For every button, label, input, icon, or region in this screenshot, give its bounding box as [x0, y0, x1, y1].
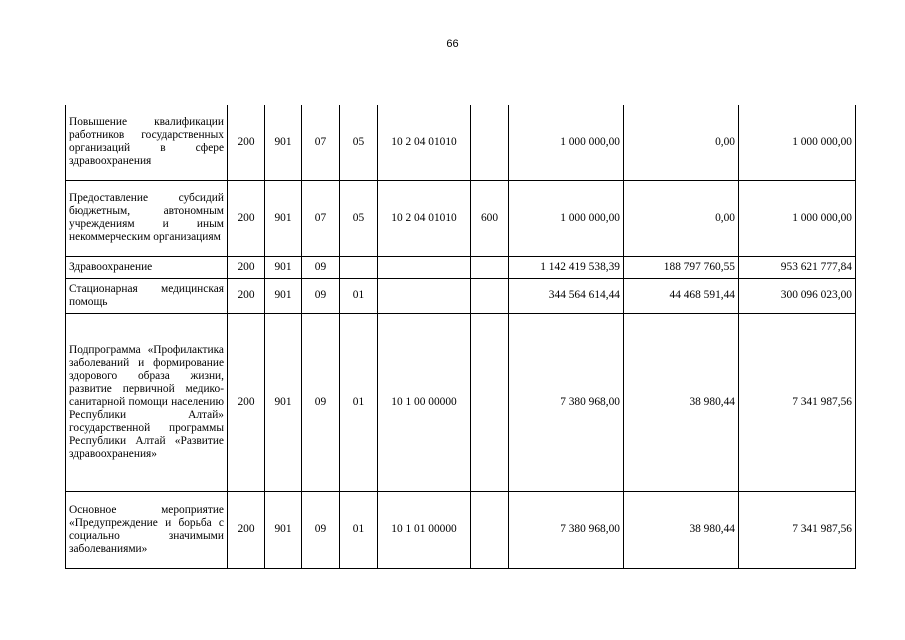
cell-ministry-code: 901	[265, 180, 302, 256]
cell-subsection: 05	[340, 180, 378, 256]
cell-expense-type	[471, 256, 509, 278]
cell-admin-code: 200	[228, 256, 265, 278]
cell-amount-republic: 7 341 987,56	[739, 313, 856, 491]
cell-admin-code: 200	[228, 491, 265, 568]
cell-target-article: 10 2 04 01010	[378, 180, 471, 256]
cell-target-article: 10 2 04 01010	[378, 105, 471, 180]
cell-section: 09	[302, 313, 340, 491]
cell-target-article	[378, 278, 471, 313]
cell-subsection: 01	[340, 278, 378, 313]
cell-expense-type	[471, 491, 509, 568]
cell-target-article	[378, 256, 471, 278]
cell-section: 07	[302, 105, 340, 180]
cell-section: 09	[302, 256, 340, 278]
cell-amount-republic: 1 000 000,00	[739, 180, 856, 256]
cell-subsection	[340, 256, 378, 278]
cell-amount-federal: 0,00	[624, 180, 739, 256]
cell-subsection: 05	[340, 105, 378, 180]
table-row	[66, 313, 856, 491]
cell-amount-total: 7 380 968,00	[509, 491, 624, 568]
cell-admin-code: 200	[228, 278, 265, 313]
cell-ministry-code: 901	[265, 105, 302, 180]
table-row	[66, 491, 856, 568]
cell-amount-total: 7 380 968,00	[509, 313, 624, 491]
cell-amount-federal: 38 980,44	[624, 491, 739, 568]
cell-ministry-code: 901	[265, 278, 302, 313]
cell-section: 09	[302, 491, 340, 568]
cell-amount-federal: 38 980,44	[624, 313, 739, 491]
cell-ministry-code: 901	[265, 491, 302, 568]
cell-amount-total: 344 564 614,44	[509, 278, 624, 313]
cell-amount-republic: 953 621 777,84	[739, 256, 856, 278]
cell-subsection: 01	[340, 313, 378, 491]
cell-amount-republic: 7 341 987,56	[739, 491, 856, 568]
table-row	[66, 180, 856, 256]
page-number: 66	[446, 38, 459, 50]
cell-expense-type: 600	[471, 180, 509, 256]
cell-admin-code: 200	[228, 105, 265, 180]
table-row	[66, 278, 856, 313]
cell-section: 09	[302, 278, 340, 313]
cell-name: Повышение квалификации работников государственных организаций в сфере здравоохранения	[66, 105, 228, 180]
cell-name: Предоставление субсидий бюджетным, автономным учреждениям и иным некоммерческим организациям	[66, 180, 228, 256]
cell-amount-federal: 188 797 760,55	[624, 256, 739, 278]
cell-ministry-code: 901	[265, 256, 302, 278]
cell-ministry-code: 901	[265, 313, 302, 491]
cell-amount-republic: 300 096 023,00	[739, 278, 856, 313]
cell-target-article: 10 1 00 00000	[378, 313, 471, 491]
cell-admin-code: 200	[228, 180, 265, 256]
cell-amount-republic: 1 000 000,00	[739, 105, 856, 180]
cell-name: Стационарная медицинская помощь	[66, 278, 228, 313]
cell-subsection: 01	[340, 491, 378, 568]
cell-name: Подпрограмма «Профилактика заболеваний и формирование здорового образа жизни, развитие первичной медико-санитарной помощи населению Республики Алтай» государственной программы Республики Алтай «Развитие здравоохранения»	[66, 313, 228, 491]
cell-target-article: 10 1 01 00000	[378, 491, 471, 568]
cell-name: Основное мероприятие «Предупреждение и борьба с социально значимыми заболеваниями»	[66, 491, 228, 568]
budget-table	[65, 105, 856, 569]
table-row	[66, 256, 856, 278]
cell-amount-federal: 0,00	[624, 105, 739, 180]
cell-section: 07	[302, 180, 340, 256]
cell-amount-total: 1 142 419 538,39	[509, 256, 624, 278]
cell-name: Здравоохранение	[66, 256, 228, 278]
table-row	[66, 105, 856, 180]
cell-amount-total: 1 000 000,00	[509, 180, 624, 256]
cell-admin-code: 200	[228, 313, 265, 491]
cell-expense-type	[471, 278, 509, 313]
cell-amount-total: 1 000 000,00	[509, 105, 624, 180]
cell-expense-type	[471, 105, 509, 180]
cell-expense-type	[471, 313, 509, 491]
cell-amount-federal: 44 468 591,44	[624, 278, 739, 313]
